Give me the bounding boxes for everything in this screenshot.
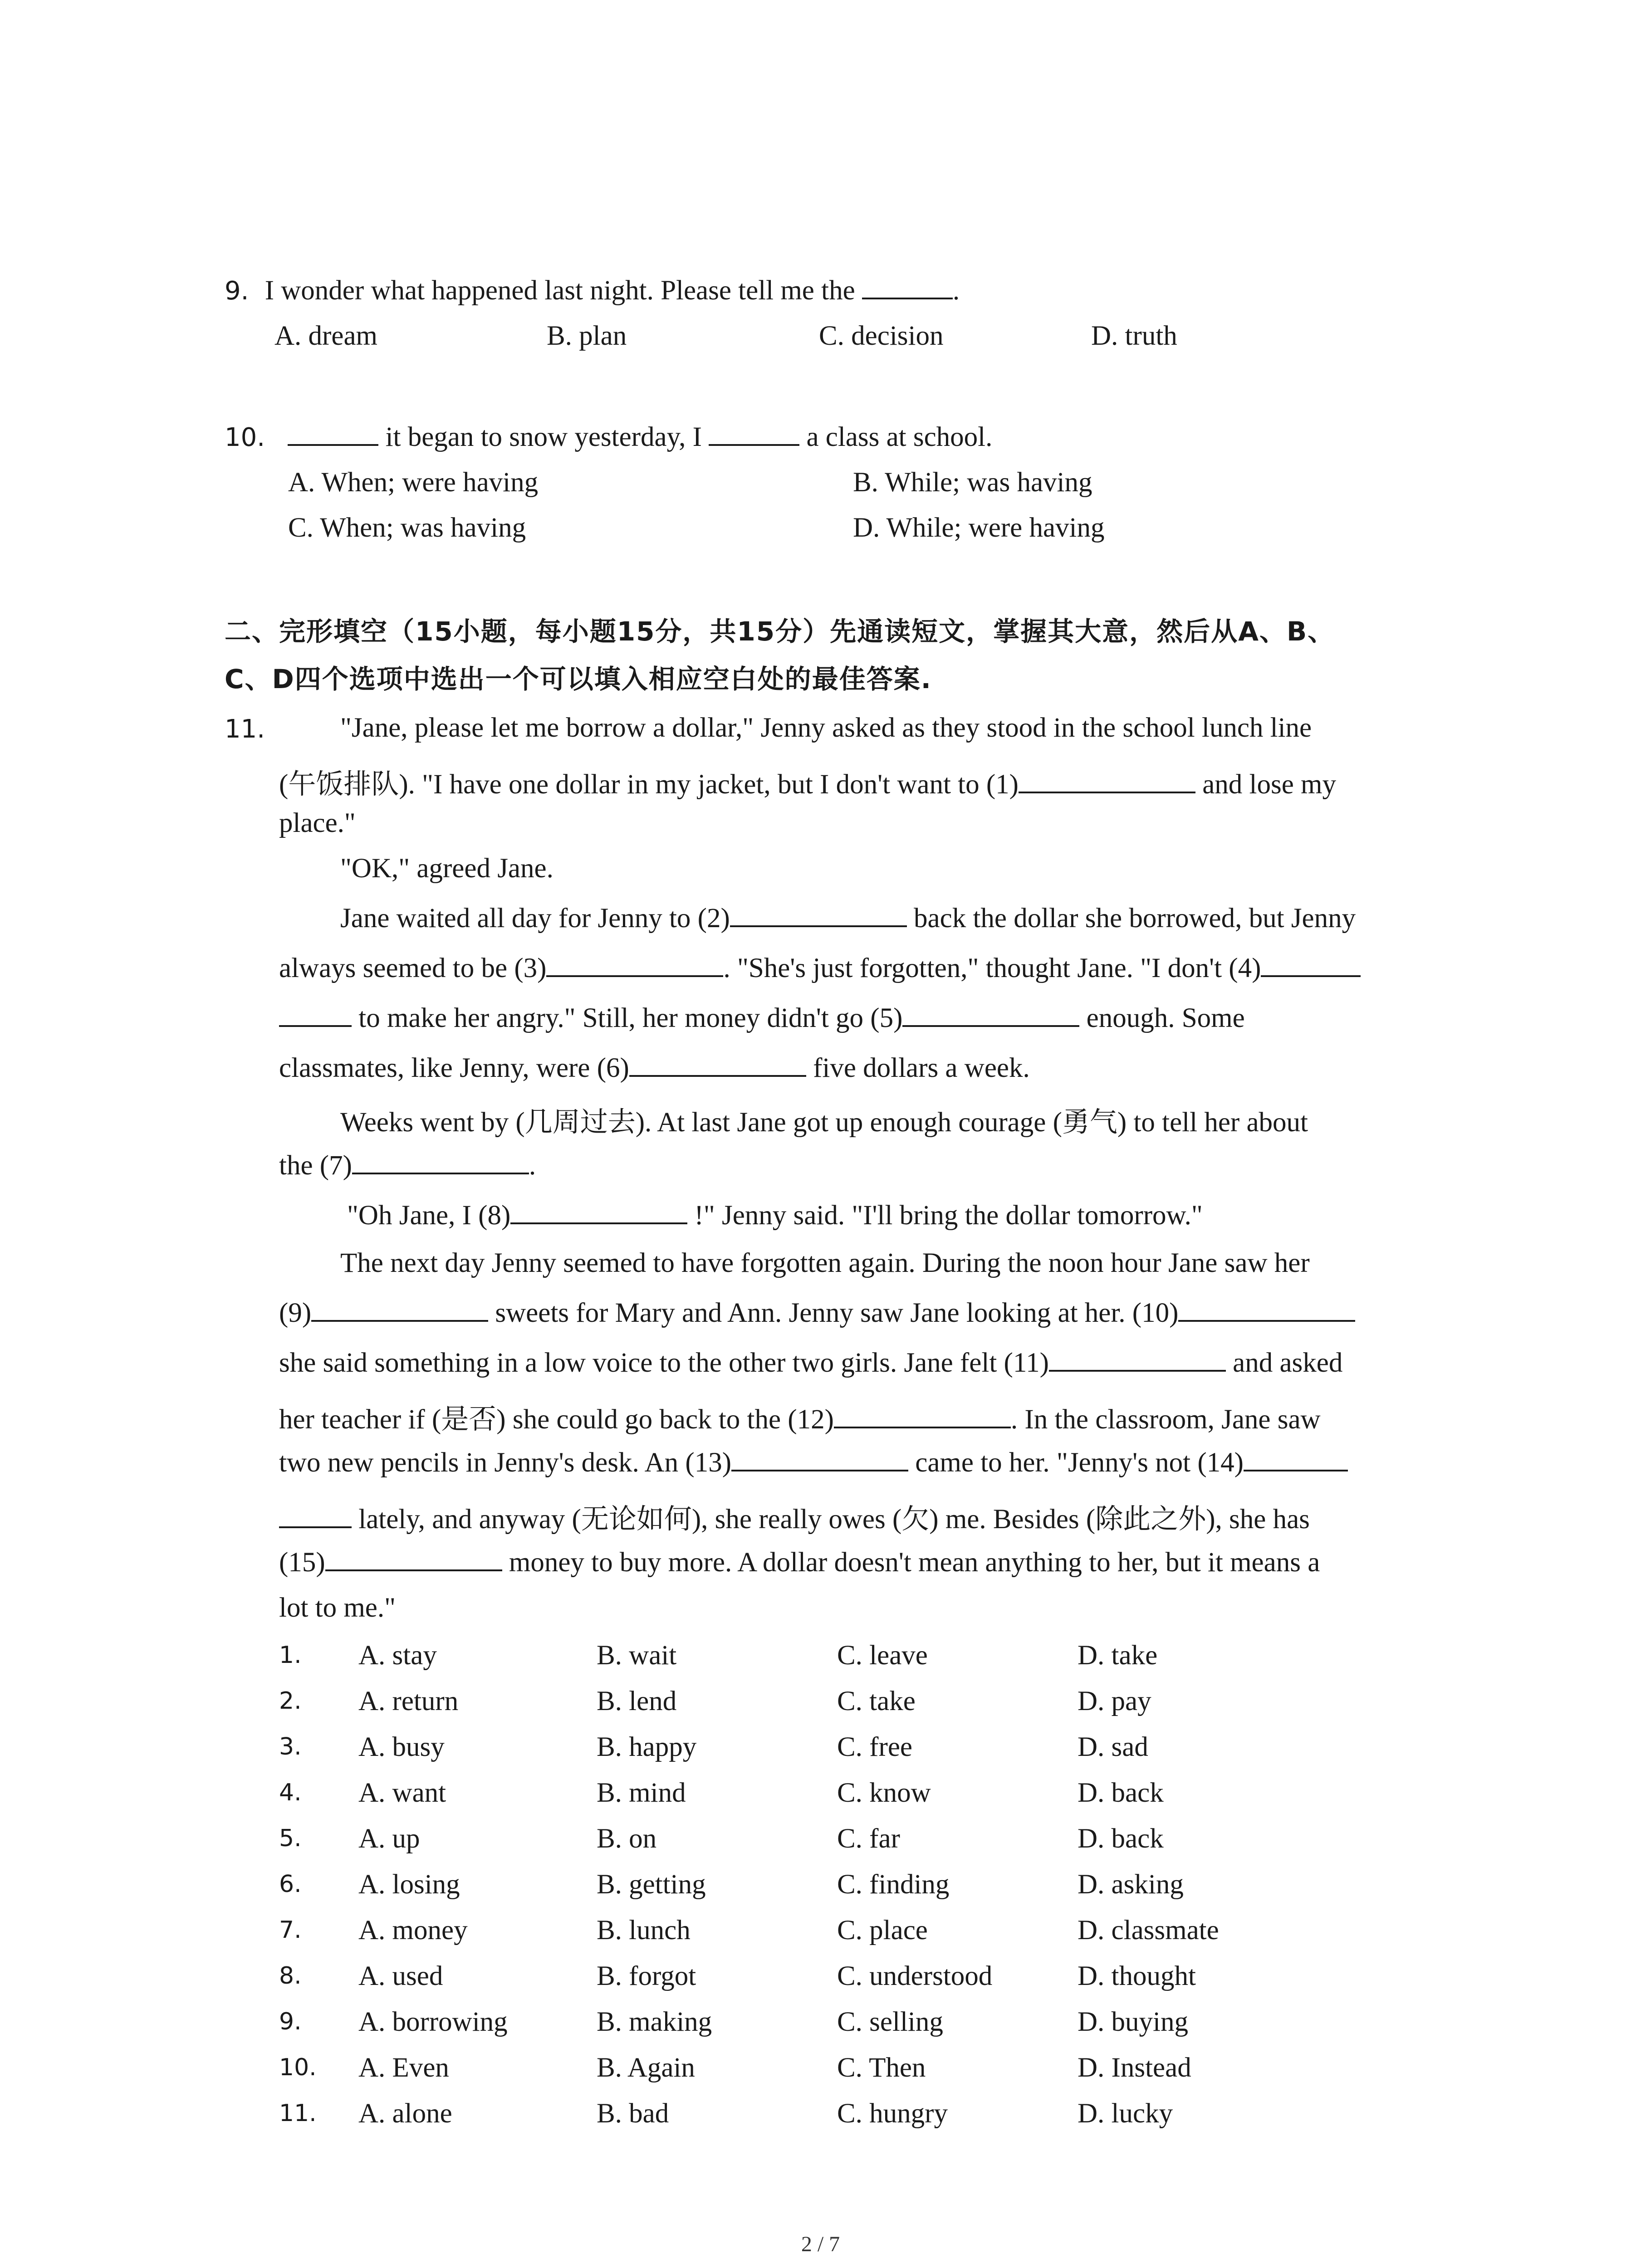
choice-number: 3.	[279, 1733, 302, 1760]
choice-option: A. money	[358, 1915, 468, 1945]
question-11-number: 11.	[225, 714, 265, 744]
blank-11	[1049, 1347, 1226, 1372]
choice-number: 5.	[279, 1825, 302, 1852]
choice-option: D. sad	[1078, 1732, 1148, 1762]
choice-option: C. hungry	[837, 2098, 948, 2129]
passage-line-11: "Oh Jane, I (8) !" Jenny said. "I'll bring the dollar tomorrow."	[347, 1200, 1203, 1231]
choice-option: B. getting	[597, 1869, 706, 1900]
passage-line-17: lately, and anyway (无论如何), she really owes (欠) me. Besides (除此之外), she has	[279, 1497, 1310, 1536]
choice-option: B. mind	[597, 1778, 686, 1808]
blank-15	[325, 1547, 502, 1571]
q9-option-c: C. decision	[819, 321, 944, 351]
choice-option: D. classmate	[1078, 1915, 1219, 1945]
choice-option: A. Even	[358, 2053, 449, 2083]
blank-4a	[1261, 953, 1361, 977]
page-number: 2 / 7	[801, 2232, 840, 2256]
choice-option: B. wait	[597, 1640, 677, 1671]
passage-line-13: (9) sweets for Mary and Ann. Jenny saw Jane looking at her. (10)	[279, 1297, 1355, 1329]
question-stem: I wonder what happened last night. Please tell me the	[265, 275, 855, 306]
passage-line-5: Jane waited all day for Jenny to (2) back the dollar she borrowed, but Jenny	[340, 903, 1356, 934]
blank-8	[510, 1200, 687, 1224]
question-stem-end: a class at school.	[806, 422, 993, 452]
choice-option: A. losing	[358, 1869, 460, 1900]
blank-4b	[279, 1002, 352, 1027]
question-number: 9.	[225, 276, 249, 306]
passage-line-4: "OK," agreed Jane.	[340, 853, 554, 884]
choice-option: D. lucky	[1078, 2098, 1173, 2129]
blank-2	[730, 903, 907, 927]
answer-blank	[862, 275, 953, 299]
choice-option: C. take	[837, 1686, 916, 1716]
choice-option: C. place	[837, 1915, 928, 1945]
passage-line-15: her teacher if (是否) she could go back to the (12) . In the classroom, Jane saw	[279, 1404, 1321, 1435]
choice-number: 9.	[279, 2008, 302, 2035]
blank-9	[311, 1297, 488, 1322]
question-number: 10.	[225, 423, 265, 452]
answer-blank	[288, 421, 378, 446]
choice-option: C. understood	[837, 1961, 993, 1991]
choice-number: 10.	[279, 2054, 317, 2081]
section-heading-line1: 二、完形填空（15小题，每小题15分，共15分）先通读短文，掌握其大意，然后从A、B、	[225, 616, 1335, 647]
choice-option: C. selling	[837, 2007, 943, 2037]
passage-line-8: classmates, like Jenny, were (6) five dollars a week.	[279, 1053, 1030, 1083]
choice-option: D. take	[1078, 1640, 1158, 1671]
choice-option: B. bad	[597, 2098, 669, 2129]
passage-line-19: lot to me."	[279, 1593, 396, 1623]
choice-option: A. up	[358, 1823, 420, 1854]
choice-option: D. Instead	[1078, 2053, 1191, 2083]
question-10	[225, 421, 992, 454]
passage-line-7: to make her angry." Still, her money didn't go (5) enough. Some	[279, 1002, 1245, 1034]
blank-7	[352, 1150, 529, 1174]
choice-option: D. buying	[1078, 2007, 1188, 2037]
choice-number: 8.	[279, 1962, 302, 1989]
choice-option: B. forgot	[597, 1961, 696, 1991]
choice-option: D. pay	[1078, 1686, 1151, 1716]
passage-line-14: she said something in a low voice to the other two girls. Jane felt (11) and asked	[279, 1348, 1343, 1378]
choice-option: B. happy	[597, 1732, 697, 1762]
choice-option: D. back	[1078, 1823, 1164, 1854]
blank-14b	[279, 1504, 352, 1528]
choice-option: B. lend	[597, 1686, 677, 1716]
choice-option: C. Then	[837, 2053, 926, 2083]
choice-option: B. on	[597, 1823, 657, 1854]
choice-option: A. want	[358, 1778, 446, 1808]
choice-option: C. free	[837, 1732, 912, 1762]
answer-blank	[709, 421, 799, 446]
choice-number: 4.	[279, 1779, 302, 1806]
blank-12	[834, 1404, 1011, 1428]
choice-option: A. used	[358, 1961, 443, 1991]
q9-option-b: B. plan	[547, 321, 627, 351]
choice-option: C. leave	[837, 1640, 928, 1671]
choice-option: D. asking	[1078, 1869, 1184, 1900]
choice-number: 6.	[279, 1871, 302, 1898]
choice-option: B. making	[597, 2007, 712, 2037]
question-9	[225, 274, 960, 308]
choice-number: 11.	[279, 2100, 317, 2127]
blank-3	[546, 953, 723, 977]
choice-option: A. busy	[358, 1732, 445, 1762]
choice-option: B. Again	[597, 2053, 695, 2083]
blank-13	[731, 1447, 908, 1471]
passage-line-1: "Jane, please let me borrow a dollar," Jenny asked as they stood in the school lunch line	[340, 713, 1312, 743]
choice-option: A. return	[358, 1686, 459, 1716]
choice-option: D. thought	[1078, 1961, 1196, 1991]
passage-line-18: (15) money to buy more. A dollar doesn't mean anything to her, but it means a	[279, 1547, 1320, 1578]
choice-option: A. alone	[358, 2098, 452, 2129]
choice-option: C. finding	[837, 1869, 950, 1900]
choice-number: 7.	[279, 1916, 302, 1944]
blank-6	[629, 1052, 806, 1077]
blank-14a	[1244, 1447, 1348, 1471]
choice-option: A. stay	[358, 1640, 437, 1671]
choice-number: 1.	[279, 1642, 302, 1669]
passage-line-9: Weeks went by (几周过去). At last Jane got up enough courage (勇气) to tell her about	[340, 1107, 1308, 1138]
q10-option-b: B. While; was having	[853, 467, 1092, 498]
passage-line-6: always seemed to be (3) . "She's just forgotten," thought Jane. "I don't (4)	[279, 953, 1361, 984]
question-stem: it began to snow yesterday, I	[385, 422, 702, 452]
passage-line-2: (午饭排队). "I have one dollar in my jacket, but I don't want to (1) and lose my	[279, 769, 1337, 800]
question-stem-end: .	[952, 275, 960, 306]
choice-number: 2.	[279, 1687, 302, 1715]
choice-option: D. back	[1078, 1778, 1164, 1808]
choice-option: B. lunch	[597, 1915, 691, 1945]
blank-1	[1019, 769, 1195, 793]
q9-option-d: D. truth	[1091, 321, 1177, 351]
q10-option-d: D. While; were having	[853, 513, 1105, 543]
q10-option-a: A. When; were having	[288, 467, 539, 498]
q10-option-c: C. When; was having	[288, 513, 526, 543]
blank-5	[902, 1002, 1079, 1027]
passage-line-3: place."	[279, 808, 356, 838]
choice-option: C. far	[837, 1823, 900, 1854]
section-heading-line2: C、D四个选项中选出一个可以填入相应空白处的最佳答案.	[225, 664, 932, 694]
choice-option: C. know	[837, 1778, 931, 1808]
q9-option-a: A. dream	[274, 321, 377, 351]
blank-10	[1178, 1297, 1355, 1322]
passage-line-16: two new pencils in Jenny's desk. An (13) came to her. "Jenny's not (14)	[279, 1447, 1348, 1479]
passage-line-10: the (7) .	[279, 1150, 536, 1181]
passage-line-12: The next day Jenny seemed to have forgotten again. During the noon hour Jane saw her	[340, 1248, 1310, 1278]
choice-option: A. borrowing	[358, 2007, 508, 2037]
